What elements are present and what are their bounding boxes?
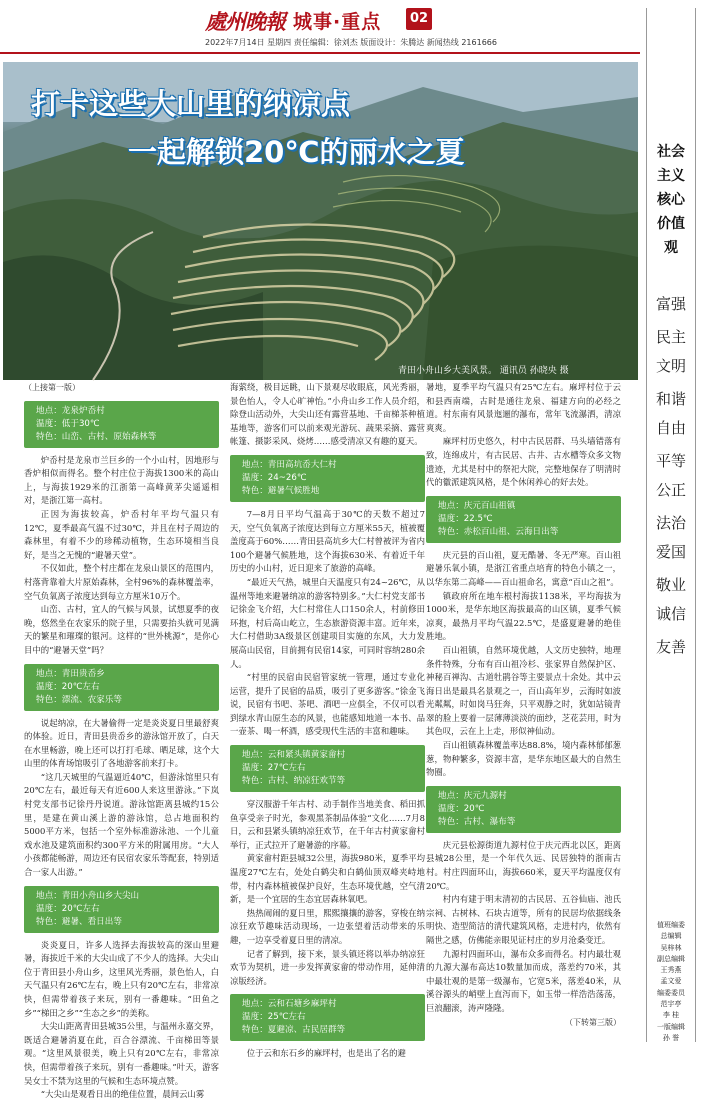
- article-paragraph: 山峦、古村，宜人的气候与风景，试想夏季的夜晚，悠然坐在农家乐的院子里，只需要抬头就可见满天的繁星和璀璨的银河。这样的“世外桃源”，是你心目中的“避暑天堂”吗？: [24, 604, 219, 655]
- article-paragraph: 海萦绕，极目远眺，山下景观尽收眼底，风光秀丽，景色怡人，令人心旷神怡。”小舟山乡工作人员介绍，除登山活动外，大尖山还有露营基地、千亩梯茶种植基地等，游客们可以前来观光游玩、蔬果采摘、露营帐篷、摄影采风、烧烤……感受清凉又有趣的夏天。: [230, 382, 425, 447]
- location-place: 地点：庆元九源村: [438, 790, 507, 801]
- credit-line: 编委委员: [657, 988, 685, 997]
- credit-line: 范宇亭: [660, 1000, 682, 1009]
- article-paragraph: “大尖山是观看日出的绝佳位置，晨间云山雾: [40, 1089, 205, 1100]
- newspaper-logo: 處州晚報: [205, 9, 285, 34]
- core-value-item: 文明: [655, 357, 686, 375]
- core-value-item: 诚信: [655, 605, 686, 623]
- location-place: 地点：青田高坑岙大仁村: [242, 459, 337, 470]
- location-feature: 特色：古村、纳凉狂欢节等: [242, 776, 346, 787]
- article-column-1: [24, 381, 219, 1102]
- location-info-box: [426, 786, 621, 833]
- article-paragraph: “村里的民宿由民宿管家统一管理，通过专业化运营，提升了民宿的品质，吸引了更多游客。”徐金飞说，民宿有书吧、茶吧、酒吧一应俱全，不仅可以看到绿水青山原生态的风景，也能感知地道一本书、品一壶茶、喝一杯酒，感受现代生活的丰富和趣味。: [230, 672, 425, 737]
- core-values-slogan: 社会主义核心价值观: [657, 144, 685, 256]
- credit-line: 孟文爱: [660, 977, 682, 986]
- credit-line: 吴梓林: [660, 943, 682, 952]
- core-value-item: 友善: [655, 637, 686, 656]
- location-temperature: 温度：低于30℃: [36, 418, 100, 429]
- header-divider: [0, 52, 640, 54]
- article-paragraph: 记者了解到，接下来，景头镇还将以举办纳凉狂欢节为契机，进一步发挥黄家畲的带动作用，延伸清凉版经济。: [230, 948, 425, 986]
- section-title: 城事·重点: [293, 11, 382, 33]
- core-value-item: 法治: [655, 513, 686, 532]
- location-temperature: 温度：22.5℃: [438, 513, 493, 524]
- core-value-item: 公正: [655, 481, 686, 499]
- article-paragraph: 庆元县松源街道九源村位于庆元西北以区，距离县城28公里，是一个年代久远、民居独特的浙南古村。村庄四面环山，海拔660米，夏天平均温度仅有20℃。: [426, 839, 621, 891]
- article-paragraph: 镇政府所在地车根村海拔1138米，平均海拔为1000米，是华东地区海拔最高的山区镇，夏季气候凉爽，最热月平均气温22.5℃，是盛夏避暑的绝佳胜地。: [426, 590, 621, 642]
- core-value-item: 平等: [655, 451, 686, 470]
- core-value-item: 敬业: [655, 575, 686, 594]
- location-place: 地点：青田贵岙乡: [36, 668, 105, 679]
- location-temperature: 温度：20℃: [438, 803, 485, 814]
- article-paragraph: 穿汉服游千年古村、动手制作当地美食、稻田抓鱼享受亲子时光，参观黑茶制品体验“文化……7月8日，云和县紧头镇纳凉狂欢节，在千年古村黄家畲村举行，正式拉开了避暑游的序幕。: [230, 799, 425, 850]
- core-value-item: 自由: [655, 419, 686, 437]
- location-place: 地点：云和紧头镇黄家畲村: [242, 750, 346, 761]
- location-place: 地点：云和石塘乡麻坪村: [242, 999, 337, 1010]
- article-paragraph: 正因为海拔较高，炉岙村年平均气温只有12℃，夏季最高气温不过30℃，并且在村子周边的森林里，有着不少的珍稀动植物，生态环境相当良好，是当之无愧的“避暑天堂”。: [24, 508, 219, 560]
- location-info-box: [24, 401, 219, 448]
- hero-photo: [3, 62, 638, 380]
- location-temperature: 温度：20℃左右: [36, 681, 100, 692]
- article-paragraph: 村内有建于明末清初的古民居、五谷仙庙、池氏宗祠、古树林、石块古道等，所有的民居均依据线条明快、造型简洁的清代建筑风格，走进村内，依然有隔世之感，仿佛能亲眼见证村庄的岁月沧桑变迁。: [426, 894, 621, 945]
- article-paragraph: 7—8月日平均气温高于30℃的天数不超过7天，空气负氧离子浓度达到每立方厘米55天，植被覆盖度高于60%……青田县高坑乡大仁村曾被评为省内100个避暑气候胜地，这个海拔630米、有着近千年历史的小山村，近日迎来了旅游的高峰。: [230, 508, 425, 574]
- article-paragraph: 九源村四面环山，瀑布众多而得名。村内最壮观的九源大瀑布高达10数量加而成，落差约70米，其中最壮观的是第一级瀑布，它宽5米，落差40米，从溪谷源头的峭壁上直泻而下，如玉带一样浩浩荡荡，巨浪翻滚，涛声隆隆。: [426, 948, 621, 1013]
- continued-from-note: （上接第一版）: [24, 383, 80, 392]
- masthead: [0, 0, 708, 56]
- article-paragraph: 不仅如此，整个村庄都在龙泉山景区的范围内，村落背靠着大片原始森林，全村96%的森林覆盖率，空气负氧离子浓度达到每立方厘米10万个。: [24, 563, 219, 601]
- credit-line: 值班编委: [657, 921, 685, 929]
- core-value-item: 和谐: [655, 389, 686, 408]
- article-paragraph: 黄家畲村距县城32公里，海拔980米，夏季平均温度27℃左右，处处白鹤尖和白鹤仙顶双峰夹峙地带，村内森林植被保护良好，生态环境优越，空气清新，是一个宜居的生态宜居森林氧吧。: [230, 853, 425, 905]
- article-paragraph: 大尖山距离青田县城35公里，与温州永嘉交界，既适合避暑消夏在此，百合谷漂流、千亩梯田等景观。“这里风景很美，晚上只有20℃左右，非常凉快，但需带着孩子来玩，别有一番趣味。”叶天，游客吴女士不禁为这里的气候和生态环境点赞。: [24, 1021, 219, 1086]
- credit-line: 李 桂: [662, 1011, 680, 1020]
- location-info-box: [24, 664, 219, 711]
- location-feature: 特色：山峦、古村、原始森林等: [36, 431, 157, 442]
- issue-meta-line: 2022年7月14日 星期四 责任编辑：徐刘杰 版面设计：朱腾达 新闻热线 2161666: [205, 38, 497, 47]
- article-column-2: [230, 381, 425, 1061]
- location-feature: 特色：漂流、农家乐等: [36, 694, 122, 705]
- core-value-item: 爱国: [655, 543, 686, 561]
- article-paragraph: 百山祖镇森林覆盖率达88.8%，境内森林郁郁葱葱，物种繁多，资源丰富，是华东地区最大的自然生物圈。: [426, 740, 621, 778]
- location-place: 地点：庆元百山祖镇: [438, 500, 516, 511]
- headline-line-2: 一起解锁20℃的丽水之夏: [128, 135, 465, 169]
- location-info-box: [230, 745, 425, 792]
- location-info-box: [24, 886, 219, 933]
- location-info-box: [230, 994, 425, 1041]
- location-info-box: [426, 496, 621, 543]
- location-temperature: 温度：25℃左右: [242, 1012, 306, 1023]
- article-paragraph: 位于云和东石乡的麻坪村，也是出了名的避: [246, 1048, 406, 1059]
- core-values-list: [652, 290, 690, 662]
- continued-to-note: （下转第三版）: [565, 1017, 621, 1027]
- credit-line: 副总编辑: [657, 954, 685, 963]
- article-paragraph: 麻坪村历史悠久，村中古民居群、马头墙错落有致，连绵成片，有古民居、古井、古水槽等众多文物遗迹，尤其是村中的祭祀大院，完整地保存了明清时代的徽派建筑风格，是个休闲养心的好去处。: [426, 436, 621, 488]
- credit-line: 一版编辑: [657, 1022, 685, 1031]
- page-number-badge: 02: [406, 8, 432, 30]
- article-paragraph: 百山祖镇，自然环境优越，人文历史独特，地理条件特殊，分布有百山祖冷杉、张家界自然保护区、神秘百禅沟、古道牡鹃谷等主要景点十余处。其中云海日出是最具名景观之一，百山高年岁，云海时如波光粼粼，时如岗马狂奔，只平观静之时，犹如站镜青翠的脸上要着一层薄薄淡淡的面纱，芝花芸用，时为其色叹，云在上上走，形似神仙动。: [426, 644, 621, 737]
- editor-credits: [648, 920, 694, 1044]
- location-info-box: [230, 455, 425, 502]
- credit-line: 孙 誉: [662, 1033, 680, 1042]
- location-feature: 特色：避暑、看日出等: [36, 916, 122, 927]
- article-paragraph: 说起纳凉，在大暑偷得一定是炎炎夏日里最舒爽的体验。近日，青田县贵岙乡的游泳馆开放了，白天在水里畅游，晚上还可以打打毛球、晒足球，这个大山里的体育场馆吸引了各地游客前来打卡。: [24, 717, 219, 769]
- credit-line: 总编辑: [660, 932, 682, 941]
- article-paragraph: 炉岙村是龙泉市兰巨乡的一个小山村，因地形与香炉相似而得名。整个村庄位于海拔1300米的高山上，与海拔1929米的江浙第一高峰黄茅尖遥遥相对，是浙江第一高村。: [24, 454, 219, 506]
- article-paragraph: “这几天城里的气温逼近40℃，但游泳馆里只有20℃左右，最近每天有近600人来这里游泳。”下岚村党支部书记徐丹丹说道。游泳馆距离县城约15公里，是建在黄山溪上游的游泳馆，总占地面积约5000平方米，包括一个室外标准游泳池、一个儿童戏水池及建筑面积约300平方米的附属用房。“大人小孩都能畅游，周边还有民宿农家乐等配套，特别适合一家人出游。”: [24, 771, 219, 878]
- article-paragraph: “最近天气热，城里白天温度只有24~26℃，从温州等地来避暑纳凉的游客特别多。”大仁村党支部书记徐金飞介绍，大仁村常住人口150余人，村前修田环抱，村后高山屹立，生态旅游资源丰富。近年来，大仁村借助3A级景区创建项目实施的东风，大力发展高山民宿，目前拥有民宿14家，可同时容纳280余人。: [230, 576, 425, 669]
- article-paragraph: 暑地，夏季平均气温只有25℃左右。麻坪村位于云和县西南端，古时是通往龙泉、福建方向的必经之道。村东南有风景迤逦的瀑布，常年飞流瀑洒，清凉爽爽。: [426, 382, 621, 433]
- core-value-item: 民主: [655, 327, 686, 346]
- article-column-3: [426, 381, 621, 1029]
- location-place: 地点：青田小舟山乡大尖山: [36, 890, 140, 901]
- right-sidebar: [646, 8, 706, 1042]
- article-paragraph: 炎炎夏日，许多人选择去海拔较高的深山里避暑，海拔近千米的大尖山成了不少人的选择。大尖山位于青田县小舟山乡，这里风光秀丽，景色怡人，白天气温只有26℃左右，晚上只有20℃左右，非常凉快，但需带着孩子来玩，别有一番趣味。“田鱼之乡”“梯田之乡”“生态之乡”的美称。: [24, 939, 219, 1018]
- core-value-item: 富强: [655, 295, 686, 313]
- article-paragraph: 庆元县的百山祖，夏无酷暑、冬无严寒。百山祖避暑乐氧小镇，是浙江省重点培育的特色小镇之一，以华东第二高峰——百山祖命名，寓意“百山之祖”。: [426, 549, 621, 587]
- location-temperature: 温度：27℃左右: [242, 763, 306, 774]
- headline-line-1: 打卡这些大山里的纳凉点: [31, 87, 351, 121]
- article-paragraph: 热热闹闹的夏日里，熙熙攘攘的游客，穿梭在纳凉狂欢节趣味活动现场，一边张望着活动带来的乐趣，一边享受着夏日里的清凉。: [230, 907, 425, 945]
- location-temperature: 温度：20℃左右: [36, 903, 100, 914]
- location-feature: 特色：夏避凉、古民居群等: [242, 1025, 346, 1036]
- location-feature: 特色：古村、瀑布等: [438, 816, 516, 827]
- location-feature: 特色：避暑气候胜地: [242, 485, 320, 496]
- credit-line: 王秀燕: [660, 966, 682, 975]
- location-place: 地点：龙泉炉岙村: [36, 405, 105, 416]
- photo-caption: 青田小舟山乡大美风景。 通讯员 孙晓央 摄: [398, 366, 569, 376]
- location-temperature: 温度：24~26℃: [242, 472, 307, 483]
- location-feature: 特色：赤松百山祖、云海日出等: [438, 526, 559, 537]
